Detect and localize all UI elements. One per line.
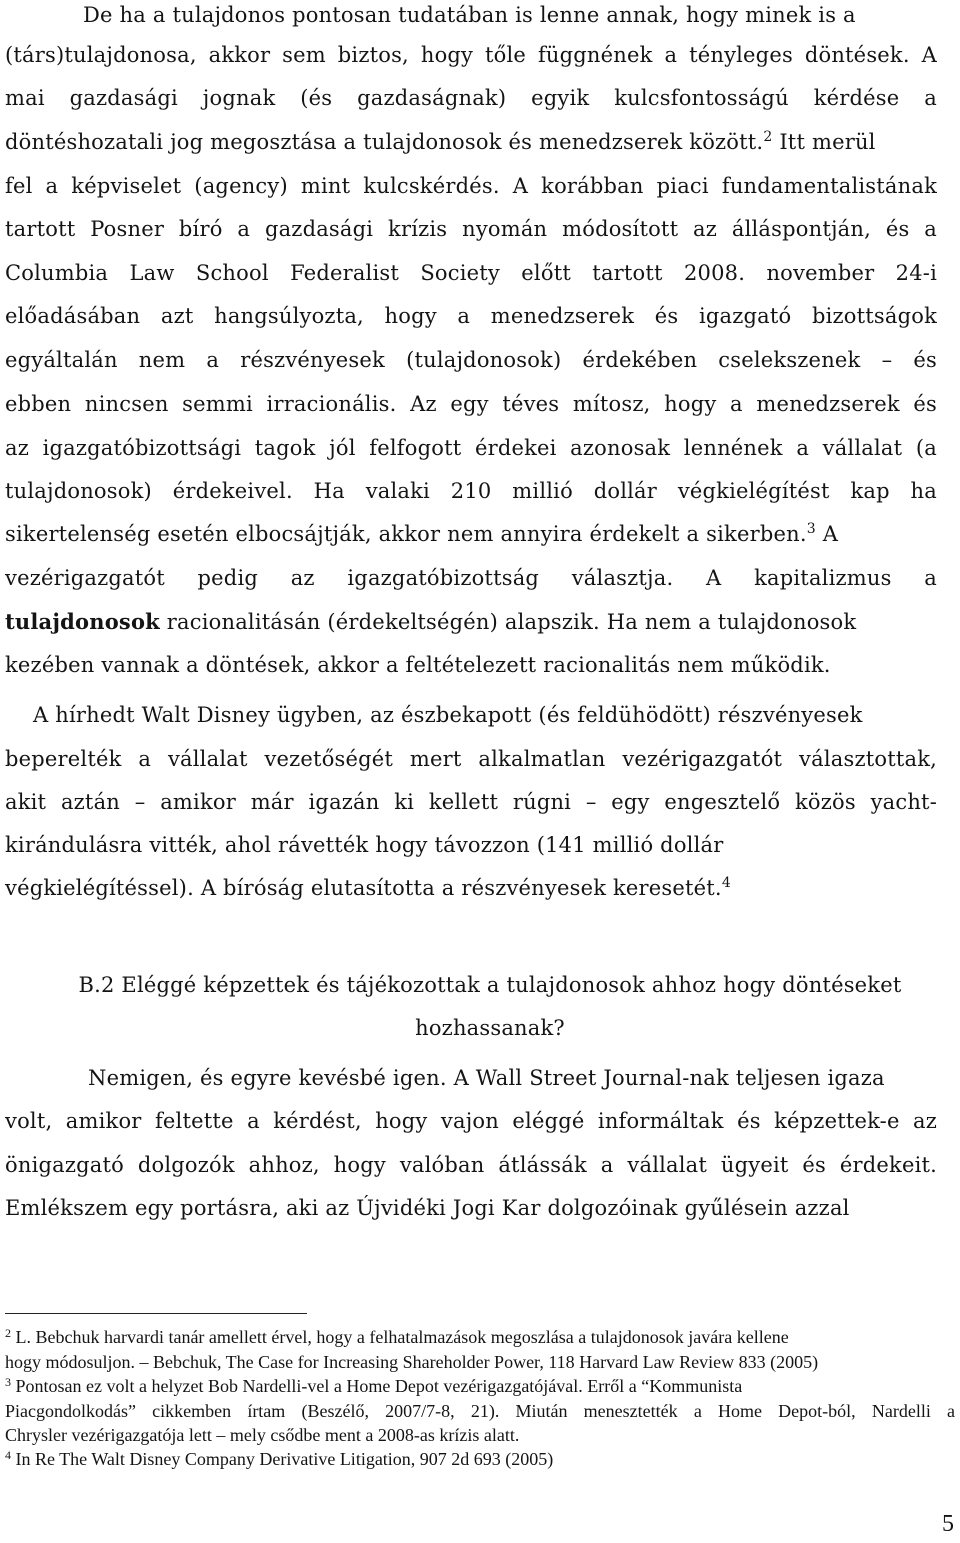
- body-line: önigazgató dolgozók ahhoz, hogy valóban átlássák a vállalat ügyeit és érdekeit.: [5, 1153, 937, 1177]
- body-line: Columbia Law School Federalist Society előtt tartott 2008. november 24-i: [5, 261, 937, 285]
- body-line: akit aztán – amikor már igazán ki kellett rúgni – egy engesztelő közös yacht-: [5, 790, 937, 814]
- body-line: ebben nincsen semmi irracionális. Az egy téves mítosz, hogy a menedzserek és: [5, 392, 937, 416]
- footnote: $^4$ In Re The Walt Disney Company Derivative Litigation, 907 2d 693 (2005): [5, 1448, 554, 1469]
- emphasis: tulajdonosok: [5, 609, 160, 634]
- body-line: végkielégítéssel). A bíróság elutasította a részvényesek keresetét.$^4$: [5, 875, 731, 900]
- page-number: 5: [942, 1511, 954, 1537]
- footnote: Chrysler vezérigazgatója lett – mely csődbe ment a 2008-as krízis alatt.: [5, 1425, 520, 1445]
- footnote: hogy módosuljon. – Bebchuk, The Case for Increasing Shareholder Power, 118 Harvard Law Review 833 (2005): [5, 1352, 819, 1372]
- body-line: fel a képviselet (agency) mint kulcskérdés. A korábban piaci fundamentalistának: [5, 174, 937, 198]
- body-line: vezérigazgatót pedig az igazgatóbizottság választja. A kapitalizmus a: [5, 566, 937, 590]
- body-line: volt, amikor feltette a kérdést, hogy vajon eléggé informáltak és képzettek-e az: [5, 1109, 937, 1133]
- footnote-ref: 4: [721, 875, 731, 891]
- footnote: Piacgondolkodás” cikkemben írtam (Beszélő, 2007/7-8, 21). Miután menesztették a Home Depot-ból, Nardelli a: [5, 1401, 955, 1421]
- body-line: beperelték a vállalat vezetőségét mert alkalmatlan vezérigazgatót választottak,: [5, 747, 937, 771]
- body-line: egyáltalán nem a részvényesek (tulajdonosok) érdekében cselekszenek – és: [5, 348, 937, 372]
- body-line: az igazgatóbizottsági tagok jól felfogott érdekei azonosak lennének a vállalat (a: [5, 436, 937, 460]
- footnote: $^2$ L. Bebchuk harvardi tanár amellett érvel, hogy a felhatalmazások megoszlása a tulajdonosok javára kellene: [5, 1326, 789, 1347]
- body-line: Nemigen, és egyre kevésbé igen. A Wall Street Journal-nak teljesen igaza: [88, 1066, 885, 1090]
- body-line: tulajdonosok) érdekeivel. Ha valaki 210 millió dollár végkielégítést kap ha: [5, 479, 937, 503]
- body-line: tulajdonosok racionalitásán (érdekeltségén) alapszik. Ha nem a tulajdonosok: [5, 609, 857, 634]
- footnote: $^3$ Pontosan ez volt a helyzet Bob Nardelli-vel a Home Depot vezérigazgatójával. Erről a “Kommunista: [5, 1375, 743, 1396]
- body-line: De ha a tulajdonos pontosan tudatában is lenne annak, hogy minek is a: [83, 3, 856, 27]
- section-heading: hozhassanak?: [415, 1016, 565, 1040]
- footnote-ref: 2: [763, 129, 773, 145]
- footnote-separator: [5, 1313, 307, 1314]
- body-line: döntéshozatali jog megosztása a tulajdonosok és menedzserek között.$^2$ Itt merül: [5, 129, 876, 154]
- body-line: kezében vannak a döntések, akkor a feltételezett racionalitás nem működik.: [5, 653, 831, 677]
- body-line: előadásában azt hangsúlyozta, hogy a menedzserek és igazgató bizottságok: [5, 304, 937, 328]
- footnote-ref: 3: [806, 521, 816, 537]
- body-line: mai gazdasági jognak (és gazdaságnak) egyik kulcsfontosságú kérdése a: [5, 86, 937, 110]
- body-line: tartott Posner bíró a gazdasági krízis nyomán módosított az álláspontján, és a: [5, 217, 937, 241]
- body-line: Emlékszem egy portásra, aki az Újvidéki Jogi Kar dolgozóinak gyűlésein azzal: [5, 1196, 850, 1220]
- body-line: kirándulásra vitték, ahol rávették hogy távozzon (141 millió dollár: [5, 833, 724, 857]
- body-line: sikertelenség esetén elbocsájtják, akkor nem annyira érdekelt a sikerben.$^3$ A: [5, 521, 839, 546]
- body-line: (társ)tulajdonosa, akkor sem biztos, hogy tőle függnének a tényleges döntések. A: [5, 43, 937, 67]
- body-line: A hírhedt Walt Disney ügyben, az észbekapott (és feldühödött) részvényesek: [33, 703, 863, 727]
- section-heading: B.2 Eléggé képzettek és tájékozottak a tulajdonosok ahhoz hogy döntéseket: [78, 973, 902, 997]
